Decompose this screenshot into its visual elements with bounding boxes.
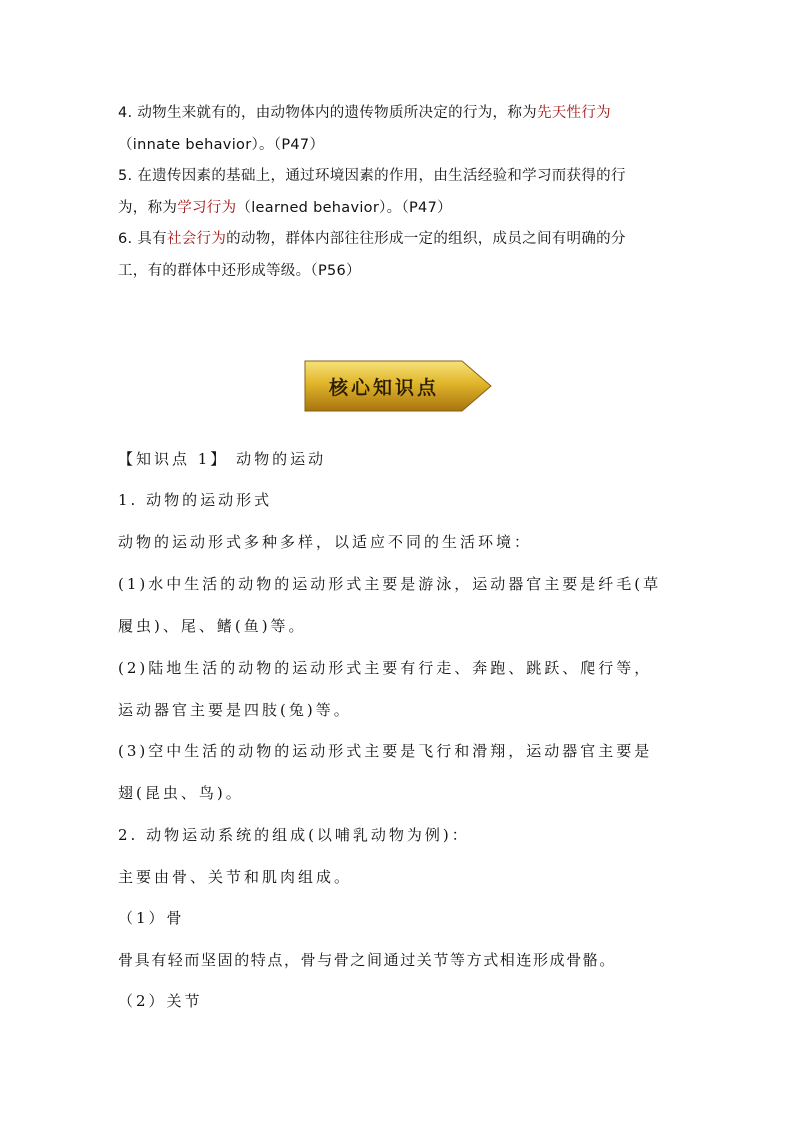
point-5-text-pre: 为，称为 [118,200,178,216]
point-6-line-2: 工，有的群体中还形成等级。（P56） [118,263,361,279]
point-5-line-2 [118,196,452,217]
point-4-line-2: （innate behavior）。（P47） [118,137,325,153]
intro-text: 动物的运动形式多种多样，以适应不同的生活环境： [118,533,533,551]
subheading-movement-forms: 1. 动物的运动形式 [118,491,273,509]
section-heading: 【知识点 1】 动物的运动 [118,450,327,468]
subheading-motor-system: 2. 动物运动系统的组成(以哺乳动物为例)： [118,826,470,844]
motor-system-text: 主要由骨、关节和肌肉组成。 [118,868,353,886]
point-6-term: 社会行为 [166,231,227,247]
point-4-line-1 [118,101,611,122]
item-2-line-1: (2)陆地生活的动物的运动形式主要有行走、奔跑、跳跃、爬行等， [118,659,653,677]
item-3-line-2: 翅(昆虫、鸟)。 [118,784,244,802]
item-2-line-2: 运动器官主要是四肢(兔)等。 [118,701,352,719]
item-1-line-2: 履虫)、尾、鳍(鱼)等。 [118,617,307,635]
point-5-text-post: （learned behavior）。（P47） [236,200,452,216]
bone-text: 骨具有轻而坚固的特点，骨与骨之间通过关节等方式相连形成骨骼。 [118,951,617,969]
point-6-text-post: 的动物，群体内部往往形成一定的组织，成员之间有明确的分 [226,231,626,247]
point-4-text: 4. 动物生来就有的，由动物体内的遗传物质所决定的行为，称为 [118,105,537,121]
bone-title: （1）骨 [118,909,185,927]
joint-title: （2）关节 [118,992,203,1010]
point-4-term: 先天性行为 [536,105,611,121]
point-5-line-1: 5. 在遗传因素的基础上，通过环境因素的作用，由生活经验和学习而获得的行 [118,168,626,184]
item-3-line-1: (3)空中生活的动物的运动形式主要是飞行和滑翔，运动器官主要是 [118,742,653,760]
core-knowledge-banner [304,360,492,412]
banner-label: 核心知识点 [328,376,439,399]
point-6-text-pre: 6. 具有 [118,231,167,247]
point-5-term: 学习行为 [177,200,237,216]
point-6-line-1 [118,227,626,248]
item-1-line-1: (1)水中生活的动物的运动形式主要是游泳，运动器官主要是纤毛(草 [118,575,662,593]
